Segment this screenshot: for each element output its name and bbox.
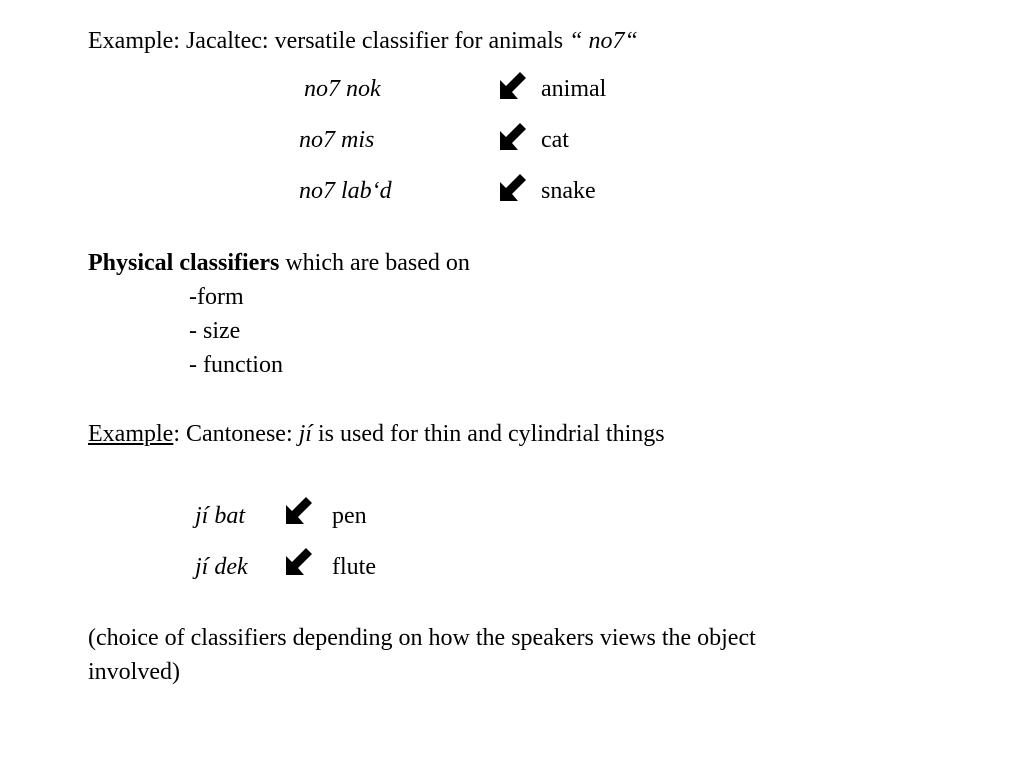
cantonese-line — [88, 422, 665, 446]
cantonese-phrase-2: jí dek — [195, 554, 248, 580]
physical-bold: Physical classifiers — [88, 250, 280, 276]
cantonese-term: jí — [298, 421, 312, 447]
jacaltec-gloss-1: animal — [541, 76, 607, 102]
jacaltec-gloss-2: cat — [541, 127, 569, 153]
arrow-down-left-icon — [496, 174, 526, 204]
arrow-down-left-icon — [496, 123, 526, 153]
cantonese-gloss-1: pen — [332, 503, 367, 529]
physical-item-function: - function — [189, 352, 283, 378]
jacaltec-gloss-3: snake — [541, 178, 596, 204]
arrow-down-left-icon — [282, 548, 312, 578]
jacaltec-phrase-3: no7 lab‘d — [299, 178, 392, 204]
cantonese-middle: : Cantonese: — [173, 421, 299, 447]
arrow-down-left-icon — [496, 72, 526, 102]
cantonese-label: Example — [88, 421, 174, 447]
intro-line — [88, 29, 638, 53]
note-line-1: (choice of classifiers depending on how the speakers views the object — [88, 625, 756, 651]
cantonese-rest: is used for thin and cylindrial things — [311, 421, 665, 447]
cantonese-gloss-2: flute — [332, 554, 376, 580]
intro-term: “ no7“ — [569, 28, 638, 54]
cantonese-phrase-1: jí bat — [195, 503, 246, 529]
jacaltec-phrase-2: no7 mis — [299, 127, 375, 153]
physical-rest: which are based on — [279, 250, 470, 276]
intro-prefix: Example: Jacaltec: versatile classifier for animals — [88, 28, 570, 54]
arrow-down-left-icon — [282, 497, 312, 527]
note-line-2: involved) — [88, 659, 180, 685]
physical-heading — [88, 251, 470, 275]
physical-item-size: - size — [189, 318, 241, 344]
jacaltec-phrase-1: no7 nok — [304, 76, 381, 102]
physical-item-form: -form — [189, 284, 244, 310]
